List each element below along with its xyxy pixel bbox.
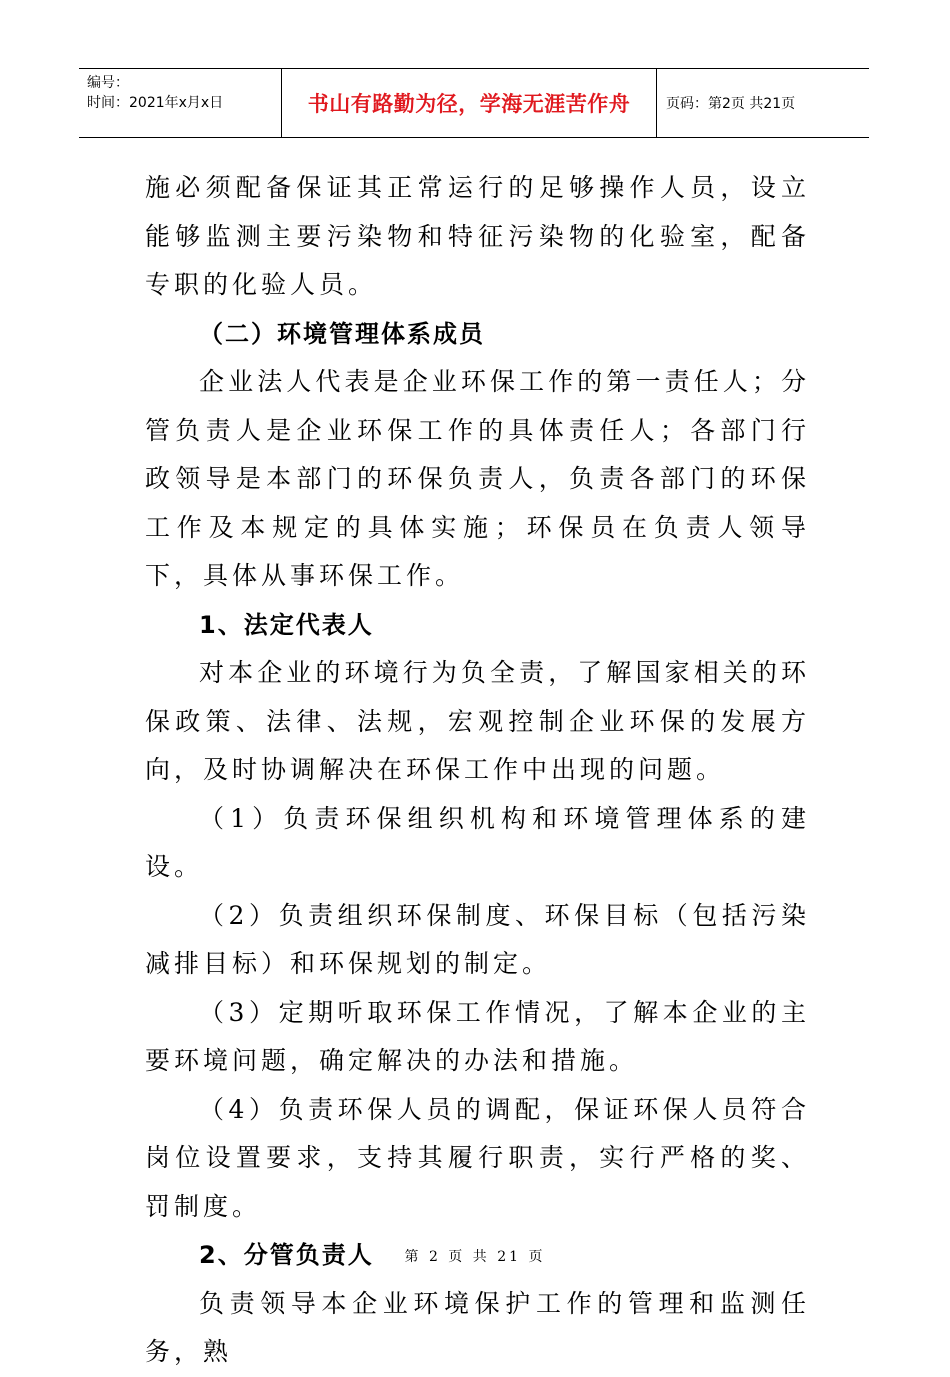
section-heading-members: （二）环境管理体系成员 — [199, 319, 485, 348]
document-body — [145, 164, 810, 1377]
header-motto: 书山有路勤为径，学海无涯苦作舟 — [307, 92, 631, 116]
list-item-3: （3）定期听取环保工作情况，了解本企业的主要环境问题，确定解决的办法和措施。 — [145, 997, 810, 1075]
list-item-4: （4）负责环保人员的调配，保证环保人员符合岗位设置要求，支持其履行职责，实行严格的奖、罚制度。 — [145, 1094, 810, 1221]
paragraph-responsibility-overview: 企业法人代表是企业环保工作的第一责任人；分管负责人是企业环保工作的具体责任人；各部门行政领导是本部门的环保负责人，负责各部门的环保工作及本规定的具体实施；环保员在负责人领导下，具体从事环保工作。 — [145, 367, 810, 590]
section-heading-legal-representative: 1、法定代表人 — [199, 610, 374, 639]
header-meta — [79, 69, 281, 137]
header-page-number: 页码：第2页 共21页 — [666, 96, 796, 112]
paragraph-continuation: 施必须配备保证其正常运行的足够操作人员，设立能够监测主要污染物和特征污染物的化验室，配备专职的化验人员。 — [145, 173, 810, 299]
page-footer: 第 2 页 共 21 页 — [404, 1249, 546, 1265]
header-motto-cell — [281, 69, 657, 137]
document-time-label: 时间：2021年x月x日 — [87, 95, 224, 111]
section-heading-deputy-head: 2、分管负责人 — [199, 1241, 374, 1269]
paragraph-deputy-head: 负责领导本企业环境保护工作的管理和监测任务，熟 — [145, 1288, 810, 1366]
paragraph-legal-representative: 对本企业的环境行为负全责，了解国家相关的环保政策、法律、法规，宏观控制企业环保的发展方向，及时协调解决在环保工作中出现的问题。 — [145, 658, 810, 784]
list-item-1: （1）负责环保组织机构和环境管理体系的建设。 — [145, 803, 810, 881]
list-item-2: （2）负责组织环保制度、环保目标（包括污染减排目标）和环保规划的制定。 — [145, 900, 810, 978]
document-number-label: 编号： — [87, 75, 129, 91]
page-header — [79, 68, 869, 138]
